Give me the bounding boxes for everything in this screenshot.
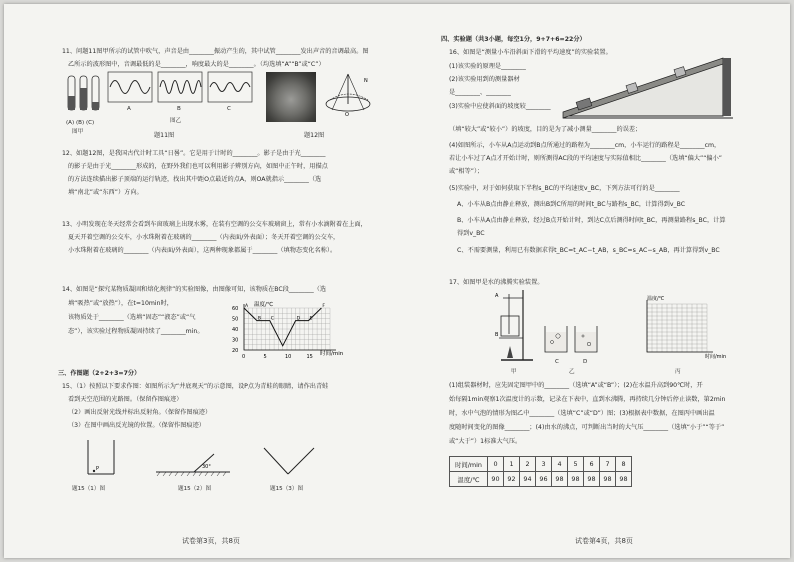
- q16-option-b1: B、小车从A点由静止释放，经过B点开始计时，到达C点后测得时间t_BC，再测量路程s_BC，计算: [457, 217, 726, 224]
- q16-ramp-figure: [557, 54, 737, 124]
- q14-xtick: 15: [306, 354, 313, 360]
- q14-xtick: 0: [242, 354, 246, 360]
- table-cell: 98: [600, 472, 616, 487]
- q14-point-label: D: [296, 316, 301, 322]
- q16-line7: 若让小车过了A点才开始计时，则所测得AC段的平均速度与实际值相比________（选填“偏大”“偏小”: [449, 155, 722, 162]
- table-cell: 96: [536, 472, 552, 487]
- q14-ytick: 50: [232, 316, 239, 323]
- q17-beakers: [543, 322, 603, 358]
- q15-fig3-rays: [260, 444, 320, 480]
- q11-wave-label-b: B: [177, 106, 181, 112]
- q15-line1: 15、（1）按照以下要求作图：如图所示为“井底观天”的示意图，设P点为青蛙的眼睛，请作出青蛙: [62, 383, 329, 390]
- table-cell: 98: [616, 472, 632, 487]
- q16-line4: (3)实验中应使斜面的坡度较________: [449, 103, 551, 110]
- q16-option-a: A、小车从B点由静止释放，测出B到C所用的时间t_BC与路程s_BC，计算得到v_BC: [457, 201, 686, 208]
- table-cell: 8: [616, 457, 632, 472]
- table-header-temp: 温度/℃: [450, 472, 488, 487]
- left-page: [4, 4, 397, 558]
- table-cell: 5: [568, 457, 584, 472]
- q16-line2: (2)该实验用到的测量器材: [449, 76, 520, 83]
- table-cell: 98: [568, 472, 584, 487]
- q16-option-b2: 得到v_BC: [457, 230, 485, 237]
- q17-fig-yi: 乙: [569, 369, 575, 375]
- q14-ylabel: 温度/℃: [254, 302, 274, 308]
- q15-point-p: P: [96, 466, 100, 472]
- q15-fig1-caption: 题15（1）图: [72, 486, 106, 492]
- q17-line2: 始每隔1min观察1次温度计的示数，记录在下表中，直到水沸腾，再持续几分钟后停止读数，第2min: [449, 396, 726, 403]
- q17-line5: 或“大于”）1标准大气压。: [449, 438, 522, 445]
- q11-caption: 题11图: [154, 132, 175, 139]
- q14-point-label: C: [270, 316, 274, 322]
- q12-line3: 的方法连续描出影子顶端的运行轨迹，找出其中距O点最近的点A，则OA就指示________（选: [68, 176, 322, 183]
- q16-line1: (1)该实验的原理是________: [449, 63, 526, 70]
- q16-line6: (4)如图所示，小车从A点运动到B点所通过的路程为________cm，小车运行的路程是________cm，: [449, 142, 721, 149]
- q15-fig2-mirror: [154, 448, 234, 478]
- q17-title: 17、如图甲是水的沸腾实验装置。: [449, 279, 544, 286]
- q14-ytick: 20: [232, 348, 239, 354]
- table-cell: 94: [520, 472, 536, 487]
- q11-test-tubes-figure: [66, 72, 106, 122]
- q14-line3: 该物质处于________（选填“固态”“液态”或“气: [68, 314, 196, 321]
- svg-text:N: N: [364, 78, 368, 84]
- table-cell: 98: [552, 472, 568, 487]
- q17-fig-jia: 甲: [511, 369, 517, 375]
- q14-line2: 填“吸热”或“放热”），在t=10min时，: [68, 300, 173, 307]
- q12-line4: 填“南北”或“东西”）方向。: [68, 189, 143, 196]
- q15-fig2-caption: 题15（2）图: [178, 486, 212, 492]
- q14-tick-labels: [232, 303, 325, 360]
- q14-grid: [244, 304, 336, 350]
- q17-line3: 时，水中气泡的情形为图乙中________（选填“C”或“D”）图；(3)根据表中数据，在图丙中画出温: [449, 410, 715, 417]
- sundial-photo: [266, 72, 316, 122]
- q17-beaker-c: C: [555, 359, 559, 365]
- table-cell: 3: [536, 457, 552, 472]
- table-cell: 7: [600, 457, 616, 472]
- exam-sheet: [4, 4, 790, 558]
- q12-line2: 的影子是由于光________形成的，在野外我们也可以利用影子辨别方向，如图中正午时，用描点: [68, 163, 328, 170]
- right-page-footer: 试卷第4页，共8页: [575, 537, 633, 545]
- q14-xtick: 5: [263, 354, 267, 360]
- q11-wave-label-a: A: [127, 106, 131, 112]
- q14-point-label: E: [309, 316, 313, 322]
- table-cell: 2: [520, 457, 536, 472]
- q17-grid-graph: [639, 294, 729, 364]
- sundial-diagram: [320, 70, 376, 126]
- q17-data-table: [449, 456, 632, 487]
- q17-boiling-apparatus: [493, 288, 537, 366]
- q14-line1: 14、如图是“探究某物质凝固和熔化规律”的实验图像，由图像可知，该物质在BC段________（选: [62, 286, 327, 293]
- q12-line1: 12、如题12图，是我国古代计时工具“日晷”。它是用于计时的________。影子是由于光________: [62, 150, 326, 157]
- q14-point-label: A: [245, 304, 249, 309]
- q16-line9: (5)实验中，对于如何获取下半程s_BC的平均速度v_BC，下列方法可行的是________: [449, 185, 680, 192]
- table-cell: 4: [552, 457, 568, 472]
- q11-tube-labels: (A) (B) (C): [66, 120, 95, 126]
- q17-line1: (1)组装器材时，应先固定图甲中的________（选填“A”或“B”）；(2)在水温升高到90℃时，开: [449, 382, 703, 389]
- table-cell: 92: [504, 472, 520, 487]
- q15-line4: （3）在图中画出反光镜的位置。（保留作图痕迹）: [68, 422, 205, 429]
- table-cell: 90: [488, 472, 504, 487]
- q11-line1: 11、问题11图甲所示的试管中吹气，声音是由________振动产生的，其中试管________发出声音的音调最高。图: [62, 48, 369, 55]
- q13-line1: 13、小明发现在冬天经常会看到车窗玻璃上出现水雾，在装有空调的公交车玻璃窗上，常有小水滴附着在上面，: [62, 221, 367, 228]
- q15-angle: 30°: [202, 464, 211, 470]
- q16-option-c: C、不需要测量，利用已有数据求得t_BC=t_AC−t_AB，s_BC=s_AC−s_AB，再计算得到v_BC: [457, 247, 720, 254]
- q17-apparatus-label-a: A: [495, 293, 499, 299]
- section4-title: 四、实验题（共3小题，每空1分，9+7+6=22分）: [441, 36, 586, 43]
- table-cell: 6: [584, 457, 600, 472]
- q15-fig1-well: [84, 438, 124, 480]
- left-page-footer: 试卷第3页，共8页: [182, 537, 240, 545]
- table-header-time: 时间/min: [450, 457, 488, 472]
- q16-line8: 或“相等”）；: [449, 168, 484, 175]
- q14-xtick: 10: [285, 354, 292, 360]
- q16-line3: 是________、________: [449, 89, 511, 96]
- q16-title: 16、如图是“测量小车沿斜面下滑的平均速度”的实验装置。: [449, 49, 612, 56]
- right-page: [397, 4, 790, 558]
- table-cell: 0: [488, 457, 504, 472]
- q14-ytick: 60: [232, 306, 239, 312]
- q17-apparatus-label-b: B: [495, 332, 499, 338]
- q15-line2: 看到天空范围的光路图。（保留作图痕迹）: [68, 396, 183, 403]
- q14-temperature-graph: [230, 300, 350, 366]
- q13-line2: 夏天开着空调的公交车，小水珠附着在玻璃的________（内表面/外表面）；冬天开着空调的公交车，: [68, 234, 340, 241]
- q14-ytick: 30: [232, 337, 239, 344]
- q14-line4: 态”），该实验过程物质凝固持续了________min。: [68, 328, 204, 335]
- q13-line3: 小水珠附着在玻璃的________（内表面/外表面），这两种现象都属于________（填物态变化名称）。: [68, 247, 337, 254]
- table-row-time: [450, 457, 632, 472]
- q17-graph-xlabel: 时间/min: [705, 354, 727, 360]
- section3-title: 三、作图题（2+2+3=7分）: [58, 370, 141, 377]
- table-cell: 1: [504, 457, 520, 472]
- q14-point-label: F: [322, 304, 325, 309]
- q11-line2: 乙所示的波形图中，音调最低的是________，响度最大的是________。（均选填“A”“B”或“C”）: [68, 61, 325, 68]
- q11-wave-label-c: C: [227, 106, 231, 112]
- q15-fig3-caption: 题15（3）图: [270, 486, 304, 492]
- q14-xlabel: 时间/min: [320, 351, 344, 357]
- q11-fig-jia: 图甲: [72, 129, 84, 135]
- q17-beaker-d: D: [583, 359, 588, 365]
- q12-caption: 题12图: [304, 132, 325, 139]
- q11-fig-yi: 图乙: [170, 118, 182, 124]
- q17-fig-bing: 丙: [675, 369, 681, 375]
- q14-point-label: B: [257, 316, 261, 322]
- q15-line3: （2）画出反射光线并标出反射角。（保留作图痕迹）: [68, 409, 212, 416]
- q16-line5: （填“较大”或“较小”）的坡度，目的是为了减小测量________的误差；: [449, 126, 642, 133]
- table-cell: 98: [584, 472, 600, 487]
- q17-graph-ylabel: 温度/℃: [647, 296, 665, 302]
- q11-waveforms-figure: [108, 70, 258, 110]
- svg-text:O: O: [345, 112, 349, 118]
- q17-line4: 度随时间变化的图像________；(4)由水的沸点，可判断出当时的大气压________（选填“小于”“等于”: [449, 424, 725, 431]
- table-row-temp: [450, 472, 632, 487]
- q14-ytick: 40: [232, 327, 239, 333]
